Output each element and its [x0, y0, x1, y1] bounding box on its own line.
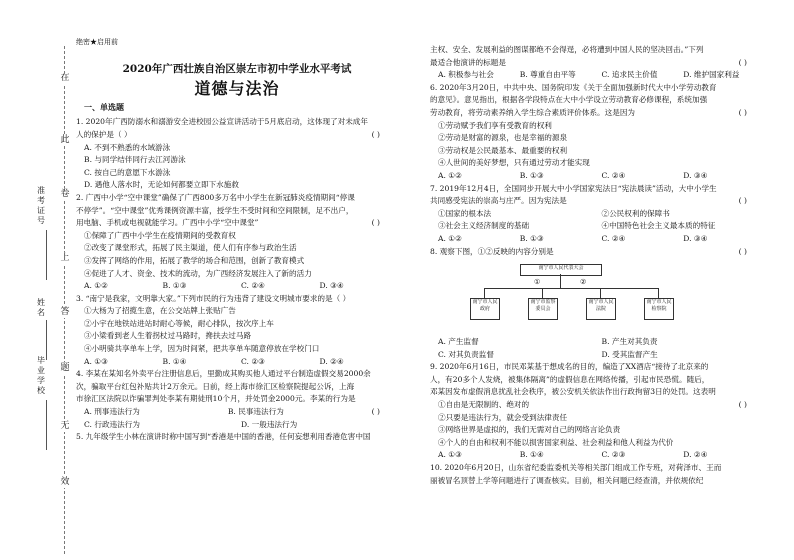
option: ③社会主义经济制度的基础 [438, 221, 530, 231]
exam-title: 2020年广西壮族自治区崇左市初中学业水平考试 [122, 62, 352, 75]
option: C. ②③ [601, 450, 626, 460]
line-text: 5. 九年级学生小林在演讲时称中国写到“香港是中国的香港，任何妄想利用香港危害中国 [76, 432, 371, 442]
field-line [46, 230, 47, 280]
options-row [430, 69, 765, 82]
line-text: ①自由是无限制的、绝对的 [438, 400, 530, 410]
line-text: 劳动教育，将劳动素养纳入学生综合素质评价体系。这是因为 [430, 107, 636, 117]
line-text: 9. 2020年6月16日，市民邓某基于想成名的目的，编造了XX酒店“接待了北京来的 [430, 362, 709, 372]
option: D. 维护国家利益 [683, 70, 740, 80]
binding-cut-char: 题 [57, 362, 73, 374]
diagram-box: 南宁市人民政府 [470, 298, 500, 320]
option: C. 对其负责监督 [438, 349, 494, 359]
option: ②公民权利的保障书 [601, 208, 670, 218]
question-line [76, 393, 398, 406]
diagram-box: 南宁市监察委员会 [528, 298, 558, 320]
option: A. 刑事违法行为 [84, 407, 140, 417]
question-line [76, 192, 398, 205]
statement [430, 145, 765, 158]
option: A. ①③ [84, 356, 108, 366]
options-row [76, 280, 398, 293]
line-text: 人的保护是（ ） [76, 129, 132, 139]
option: B. ①③ [519, 170, 544, 180]
binding-cut-char: 无 [57, 420, 73, 432]
line-text: 主权、安全、发展利益的图谋都绝不会得逞，必将遭到中国人民的坚决回击。”下列 [430, 45, 704, 54]
option: C. ②④ [601, 170, 626, 180]
diagram-label: ① [534, 278, 541, 287]
binding-cut-char: 效 [57, 476, 73, 488]
line-text: 不停学”。“空中课堂”优秀课例资源丰富，授学生不受时间和空间限制，足不出户， [76, 205, 354, 215]
line-text: 4. 李某在某知名外卖平台注册信息后，里勤成其购买他人通过平台制造虚假交易2000余 [76, 369, 371, 379]
structure-diagram [430, 262, 765, 332]
option: A. ①② [438, 233, 462, 243]
line-text: ①劳动赋予我们享有受教育的权利 [438, 120, 552, 130]
line-text: ③发挥了网络的作用，拓展了教学的场合和范围，创新了教育模式 [84, 255, 305, 265]
question-line [76, 217, 398, 230]
question-line [430, 82, 765, 95]
diagram-line [542, 288, 543, 298]
line-text: 2. 广西中小学“空中课堂”确保了广西800多万名中小学生在新冠肺炎疫情期间“停课 [76, 192, 355, 202]
line-text: 市徐汇区法院以诈骗罪判处李某有期徒刑10个月，并处罚金2000元。李某的行为是 [76, 394, 356, 404]
diagram-top-box: 南宁市人民代表大会 [520, 264, 602, 276]
line-text: B. 与同学结伴同行去江河游泳 [84, 155, 186, 165]
option: B. ①③ [519, 233, 544, 243]
subject-title: 道德与法治 [194, 79, 280, 99]
question-line [430, 57, 765, 70]
line-text: ②只要是违法行为，就会受到法律责任 [438, 412, 568, 422]
option: D. ③④ [683, 233, 708, 243]
question-line [430, 475, 765, 488]
question-line [76, 293, 398, 306]
line-text: ①大杨为了招揽生意，在公交站牌上张贴广告 [84, 306, 236, 316]
statement [76, 167, 398, 180]
options-row [76, 406, 372, 419]
option: D. ②④ [319, 356, 344, 366]
diagram-box: 南宁市人民检察院 [644, 298, 674, 320]
options-row [430, 349, 765, 362]
binding-cut-char: 卷 [57, 188, 73, 200]
statement [430, 120, 765, 133]
option: B. 尊重自由平等 [519, 70, 576, 80]
question-line [430, 94, 765, 107]
answer-paren: ( ) [371, 129, 380, 139]
question-line [76, 431, 398, 444]
options-row [430, 170, 765, 183]
line-text: ③小梁看到老人生着拐杖过马路时，搀扶去过马路 [84, 331, 252, 341]
question-line [430, 361, 765, 374]
option: A. ①② [84, 281, 108, 291]
statement [430, 399, 765, 412]
option: B. 产生对其负责 [601, 337, 658, 347]
right-column [430, 44, 765, 487]
left-column [76, 36, 398, 444]
field-line [46, 320, 47, 360]
line-text: ③劳动权是公民最基本、最重要的权利 [438, 145, 568, 155]
answer-paren: ( ) [738, 107, 747, 117]
question-line [76, 129, 398, 142]
question-line [430, 462, 765, 475]
line-text: ④人世间的美好梦想，只有通过劳动才能实现 [438, 158, 590, 168]
statement [76, 305, 398, 318]
line-text: 6. 2020年3月20日，中共中央、国务院印发《关于全面加强新时代大中小学劳动教育 [430, 82, 717, 92]
answer-paren: ( ) [371, 218, 380, 228]
field-exam-number: 准考证号 [37, 186, 45, 225]
option: C. ②④ [241, 281, 265, 291]
options-row [430, 233, 765, 246]
line-text: ②改变了课堂形式，拓展了民主渠道，使人们有序参与政治生活 [84, 243, 297, 253]
options-row [430, 208, 765, 221]
binding-margin [0, 0, 72, 560]
field-name: 姓名 [37, 298, 45, 317]
question-line [430, 386, 765, 399]
option: B. ①④ [162, 356, 187, 366]
line-text: ④促进了人才、资金、技术的流动，为广西经济发展注入了新的活力 [84, 268, 312, 278]
question-line [76, 368, 398, 381]
statement [76, 230, 398, 243]
line-text: 7. 2019年12月4日，全国同步开展大中小学国家宪法日“宪法晨读”活动，大中小学生 [430, 183, 717, 193]
line-text: ④小明骑共享单车上学，因为时间紧，把共享单车随意停放在学校门口 [84, 344, 320, 354]
statement [76, 318, 398, 331]
diagram-box: 南宁市人民法院 [586, 298, 616, 320]
option: D. ③④ [683, 170, 708, 180]
option: A. 积极参与社会 [438, 70, 494, 80]
line-text: ②小宇在地铁站进站时耐心等候，耐心排队，按次序上车 [84, 318, 274, 328]
line-text: 最适合他演讲的标题是 [430, 57, 506, 67]
options-row [430, 449, 765, 462]
option: C. 追求民主价值 [601, 70, 658, 80]
statement [430, 132, 765, 145]
diagram-line [484, 288, 485, 298]
line-text: C. 按自己的意愿下水游泳 [84, 167, 171, 177]
statement [76, 268, 398, 281]
line-text: 8. 观察下图，①②反映的内容分别是 [430, 246, 554, 256]
options-row [76, 419, 398, 432]
binding-cut-char: 在 [57, 72, 73, 84]
option: C. ②④ [601, 233, 626, 243]
line-text: A. 不到不熟悉的水域游泳 [84, 142, 171, 152]
line-text: D. 遇他人落水时，无论如何都要立即下水施救 [84, 180, 239, 190]
option: A. ①② [438, 170, 462, 180]
option: C. 行政违法行为 [84, 419, 140, 429]
binding-cut-char: 答 [57, 306, 73, 318]
option: D. ②④ [683, 450, 708, 460]
options-row [430, 336, 765, 349]
statement [76, 343, 398, 356]
field-school: 毕业学校 [37, 356, 45, 395]
option: A. ①③ [438, 450, 462, 460]
option: D. 受其监督产生 [601, 349, 658, 359]
diagram-label: ② [580, 278, 587, 287]
diagram-line [658, 288, 659, 298]
option: B. ①③ [162, 281, 187, 291]
question-line [430, 195, 765, 208]
binding-cut-char: 上 [57, 252, 73, 264]
option: C. ②③ [241, 356, 265, 366]
line-text: 3. “南宁是我家，文明靠大家。”下列市民的行为违背了建设文明城市要求的是（ ） [76, 293, 351, 303]
answer-paren: ( ) [371, 407, 380, 417]
line-text: 用电脑、手机或电视就能学习。广西中小学“空中课堂” [76, 218, 259, 228]
option: ①国家的根本法 [438, 208, 492, 218]
answer-paren: ( ) [738, 196, 747, 206]
question-line [430, 246, 765, 259]
statement [430, 424, 765, 437]
statement [430, 437, 765, 450]
line-text: 的意见》。意见指出，根据各学段特点在大中小学设立劳动教育必修课程，系统加强 [430, 95, 708, 105]
statement [76, 179, 398, 192]
statement [76, 242, 398, 255]
option: B. ①④ [519, 450, 544, 460]
option: ④中国特色社会主义最本质的特征 [601, 221, 716, 231]
binding-cut-char: 此 [57, 134, 73, 146]
option: A. 产生监督 [438, 337, 479, 347]
answer-paren: ( ) [738, 400, 747, 410]
line-text: 次，骗取平台红包补贴共计2万余元。日前，经上海市徐汇区检察院提起公诉，上海 [76, 381, 355, 391]
statement [76, 154, 398, 167]
diagram-line [600, 288, 601, 298]
secret-mark: 绝密★启用前 [76, 38, 118, 46]
answer-paren: ( ) [738, 246, 747, 256]
question-line [76, 205, 398, 218]
question-line [430, 374, 765, 387]
line-text: 邓某因发布虚假消息扰乱社会秩序，被公安机关依法作出行政拘留3日的处罚。这表明 [430, 387, 716, 397]
question-line [430, 44, 765, 57]
statement [76, 255, 398, 268]
line-text: 丽被冒名顶替上学等问题进行了调查核实。目前，相关问题已经查清，并依规依纪 [430, 475, 704, 485]
section-heading: 一、单选题 [84, 101, 124, 112]
answer-paren: ( ) [738, 57, 747, 67]
question-line [430, 107, 765, 120]
question-line [76, 116, 398, 129]
option: D. ③④ [319, 281, 344, 291]
line-text: 共同感受宪法的崇高与庄严。因为宪法是 [430, 196, 567, 206]
diagram-line [484, 288, 658, 289]
line-text: 10. 2020年6月20日，山东省纪委监委机关等相关部门组成工作专班，对荷泽市、王而 [430, 463, 722, 473]
options-row [430, 220, 765, 233]
line-text: 人，有20多个人发烧，被集体隔离”的虚假信息在网络传播，引起市民恐慌。随后， [430, 374, 710, 384]
statement [76, 330, 398, 343]
option: B. 民事违法行为 [227, 407, 284, 417]
options-row [76, 356, 398, 369]
line-text: ④个人的自由和权利不能以损害国家利益、社会利益和他人利益为代价 [438, 437, 674, 447]
field-line [46, 400, 47, 450]
option: D. 一般违法行为 [241, 419, 298, 429]
question-line [76, 381, 398, 394]
statement [76, 142, 398, 155]
line-text: ③网络世界是虚拟的，我们无需对自己的网络言论负责 [438, 425, 621, 435]
diagram-line [560, 274, 561, 288]
question-line [430, 183, 765, 196]
statement [430, 157, 765, 170]
line-text: ②劳动是财富的源泉，也是幸福的源泉 [438, 133, 568, 143]
line-text: ①保障了广西中小学生在疫情期间的受教育权 [84, 230, 236, 240]
line-text: 1. 2020年广西防溺水和溺游安全进校园公益宣讲活动于5月底启动，这体现了对未成年 [76, 117, 368, 127]
statement [430, 412, 765, 425]
